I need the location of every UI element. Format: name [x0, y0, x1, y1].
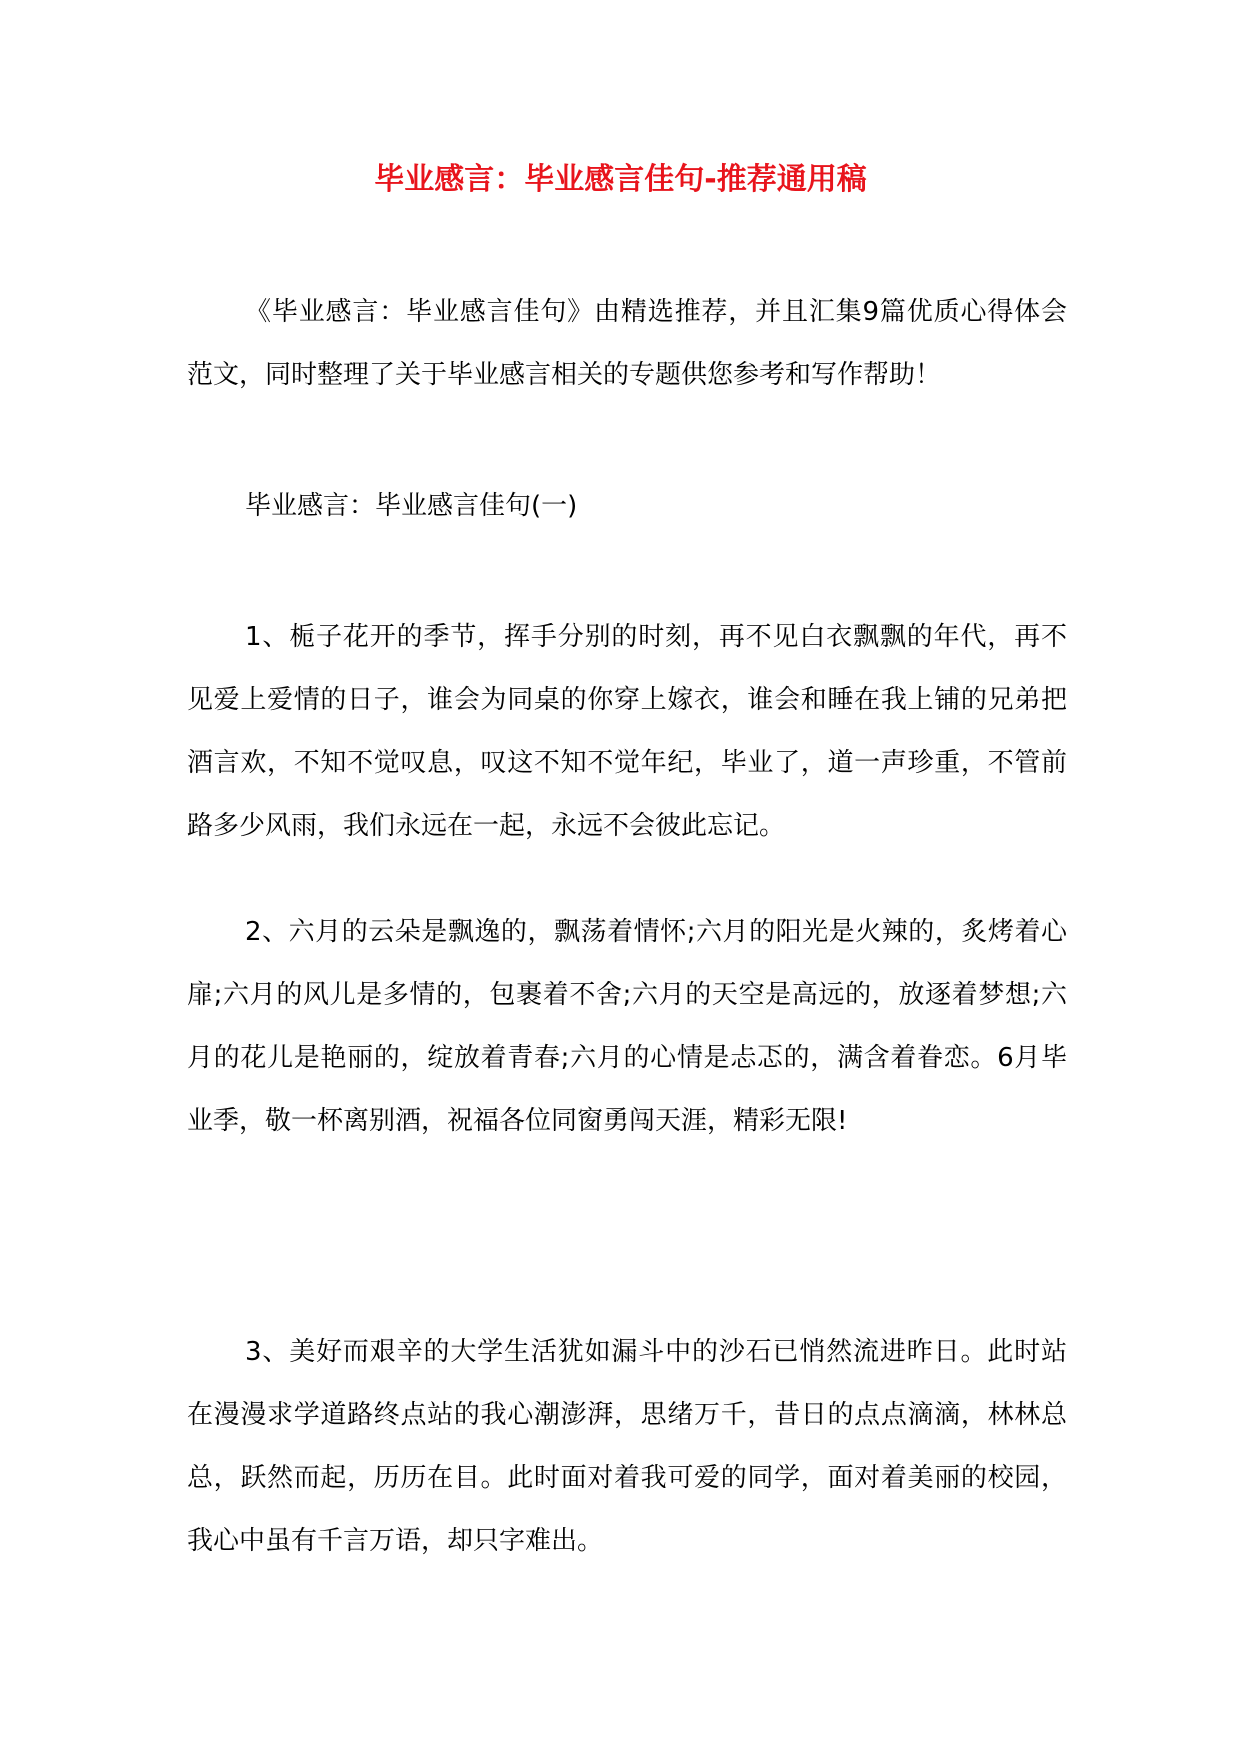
- document-title: 毕业感言：毕业感言佳句-推荐通用稿: [374, 162, 867, 197]
- section-heading: 毕业感言：毕业感言佳句(一): [245, 491, 578, 521]
- quote-paragraph-2: 2、六月的云朵是飘逸的，飘荡着情怀;六月的阳光是火辣的，炙烤着心扉;六月的风儿是多情的，包裹着不舍;六月的天空是高远的，放逐着梦想;六月的花儿是艳丽的，绽放着青春;六月的心情是忐忑的，满含着眷恋。6月毕业季，敬一杯离别酒，祝福各位同窗勇闯天涯，精彩无限!: [187, 917, 1067, 1136]
- quote-paragraph-3: 3、美好而艰辛的大学生活犹如漏斗中的沙石已悄然流进昨日。此时站在漫漫求学道路终点站的我心潮澎湃，思绪万千，昔日的点点滴滴，林林总总，跃然而起，历历在目。此时面对着我可爱的同学，面对着美丽的校园，我心中虽有千言万语，却只字难出。: [187, 1337, 1067, 1556]
- quote-paragraph-1: 1、栀子花开的季节，挥手分别的时刻，再不见白衣飘飘的年代，再不见爱上爱情的日子，谁会为同桌的你穿上嫁衣，谁会和睡在我上铺的兄弟把酒言欢，不知不觉叹息，叹这不知不觉年纪，毕业了，道一声珍重，不管前路多少风雨，我们永远在一起，永远不会彼此忘记。: [187, 622, 1067, 841]
- intro-paragraph: 《毕业感言：毕业感言佳句》由精选推荐，并且汇集9篇优质心得体会范文，同时整理了关于毕业感言相关的专题供您参考和写作帮助！: [187, 297, 1067, 390]
